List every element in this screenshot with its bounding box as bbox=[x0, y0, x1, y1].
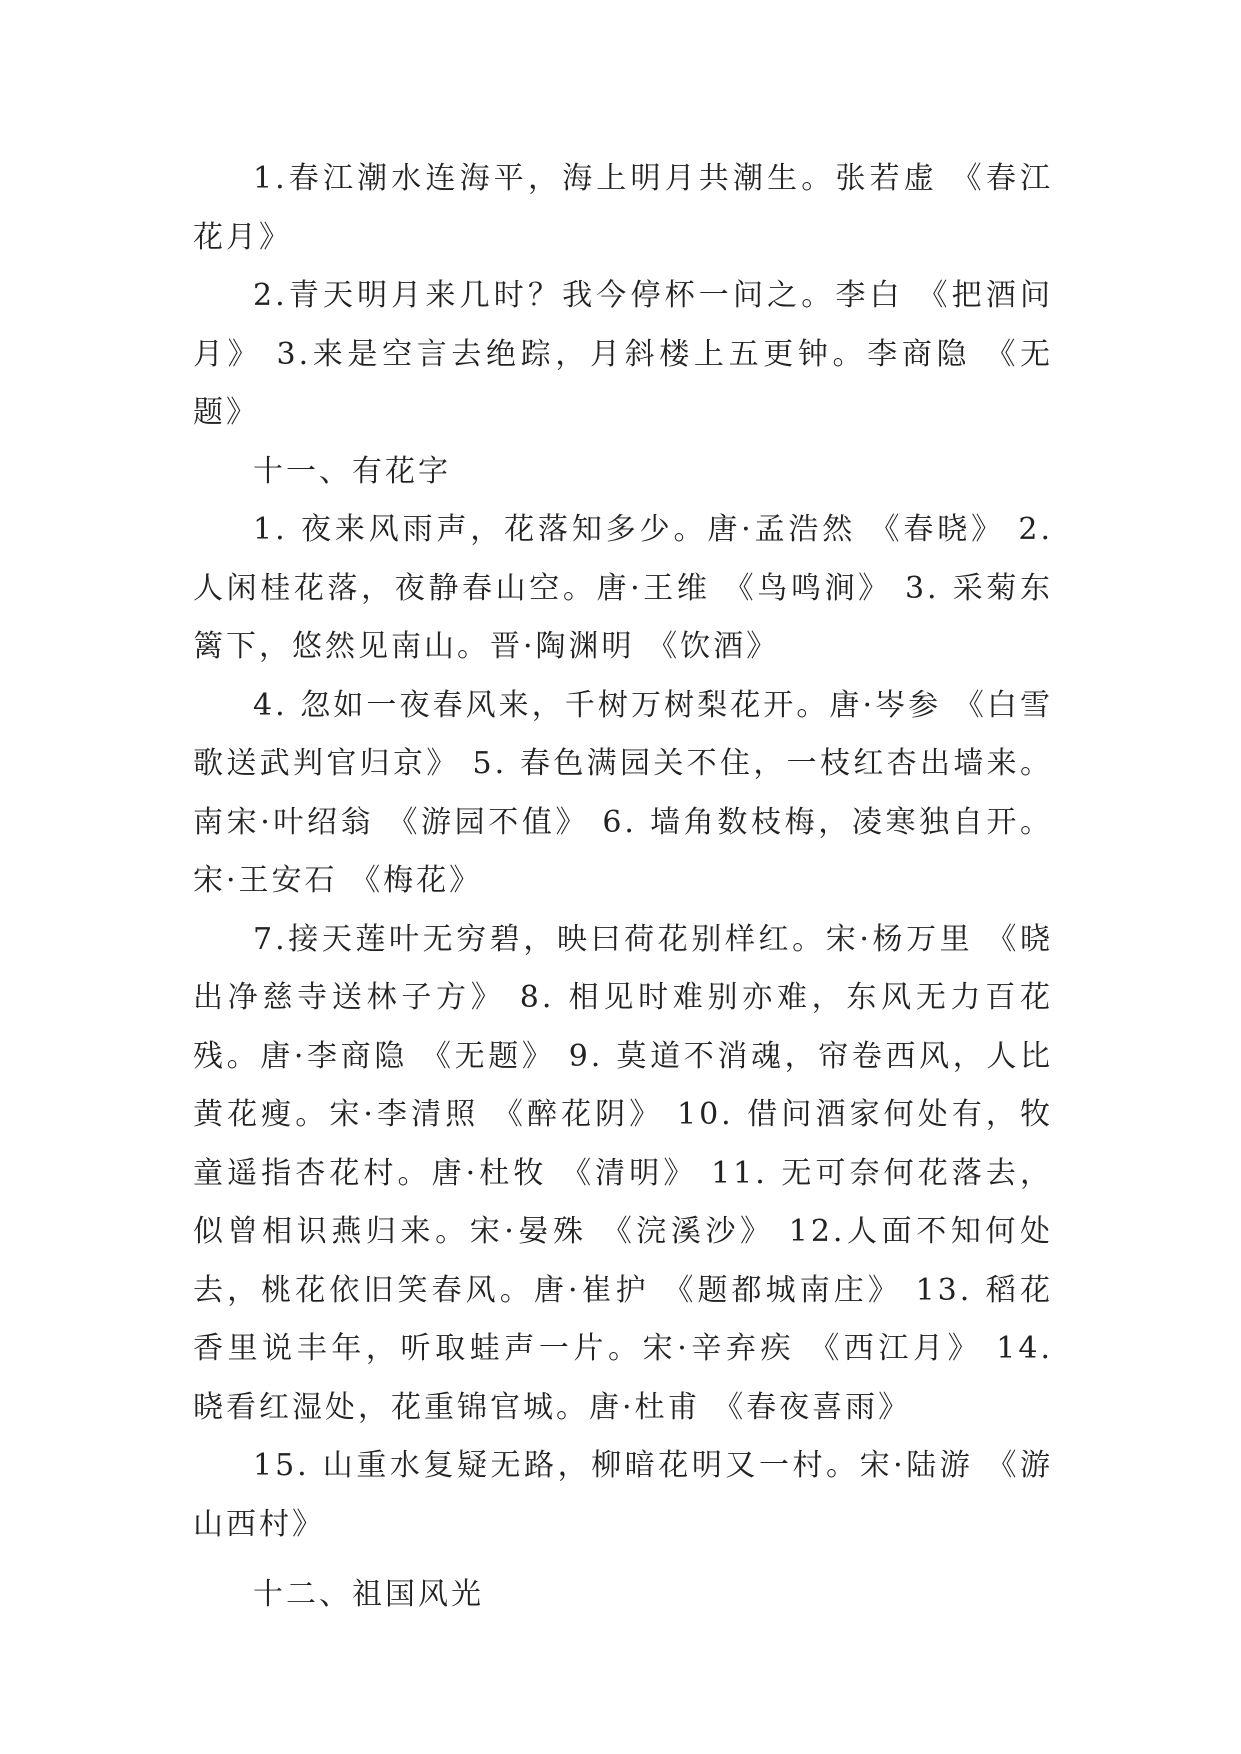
section-heading-scenery: 十二、祖国风光 bbox=[253, 1577, 484, 1612]
paragraph-poem-flowers-4-6: 4. 忽如一夜春风来，千树万树梨花开。唐·岑参 《白雪歌送武判官归京》 5. 春色满园关不住，一枝红杏出墙来。南宋·叶绍翁 《游园不值》 6. 墙角数枝梅，凌寒独自开。宋·王安石 《梅花》 bbox=[193, 687, 1053, 898]
document-page bbox=[193, 150, 1053, 1625]
section-heading-flowers: 十一、有花字 bbox=[253, 453, 451, 489]
paragraph-poem-flowers-7-14: 7.接天莲叶无穷碧，映曰荷花别样红。宋·杨万里 《晓出净慈寺送林子方》 8. 相见时难别亦难，东风无力百花残。唐·李商隐 《无题》 9. 莫道不消魂，帘卷西风，人比黄花瘦。宋·李清照 《醉花阴》 10. 借问酒家何处有，牧童遥指杏花村。唐·杜牧 《清明》 11. 无可奈何花落去，似曾相识燕归来。宋·晏殊 《浣溪沙》 12.人面不知何处去，桃花依旧笑春风。唐·崔护 《题都城南庄》 13. 稻花香里说丰年，听取蛙声一片。宋·辛弃疾 《西江月》 14. 晓看红湿处，花重锦官城。唐·杜甫 《春夜喜雨》 bbox=[193, 921, 1053, 1425]
paragraph-poem-moon-1: 1.春江潮水连海平，海上明月共潮生。张若虚 《春江花月》 bbox=[193, 161, 1053, 255]
paragraph-poem-flowers-1-3: 1. 夜来风雨声，花落知多少。唐·孟浩然 《春晓》 2. 人闲桂花落，夜静春山空。唐·王维 《鸟鸣涧》 3. 采菊东篱下，悠然见南山。晋·陶渊明 《饮酒》 bbox=[193, 512, 1053, 664]
paragraph-poem-moon-2-3: 2.青天明月来几时？我今停杯一问之。李白 《把酒问月》 3.来是空言去绝踪，月斜楼上五更钟。李商隐 《无题》 bbox=[193, 278, 1053, 430]
paragraph-poem-flowers-15: 15. 山重水复疑无路，柳暗花明又一村。宋·陆游 《游山西村》 bbox=[193, 1448, 1053, 1542]
